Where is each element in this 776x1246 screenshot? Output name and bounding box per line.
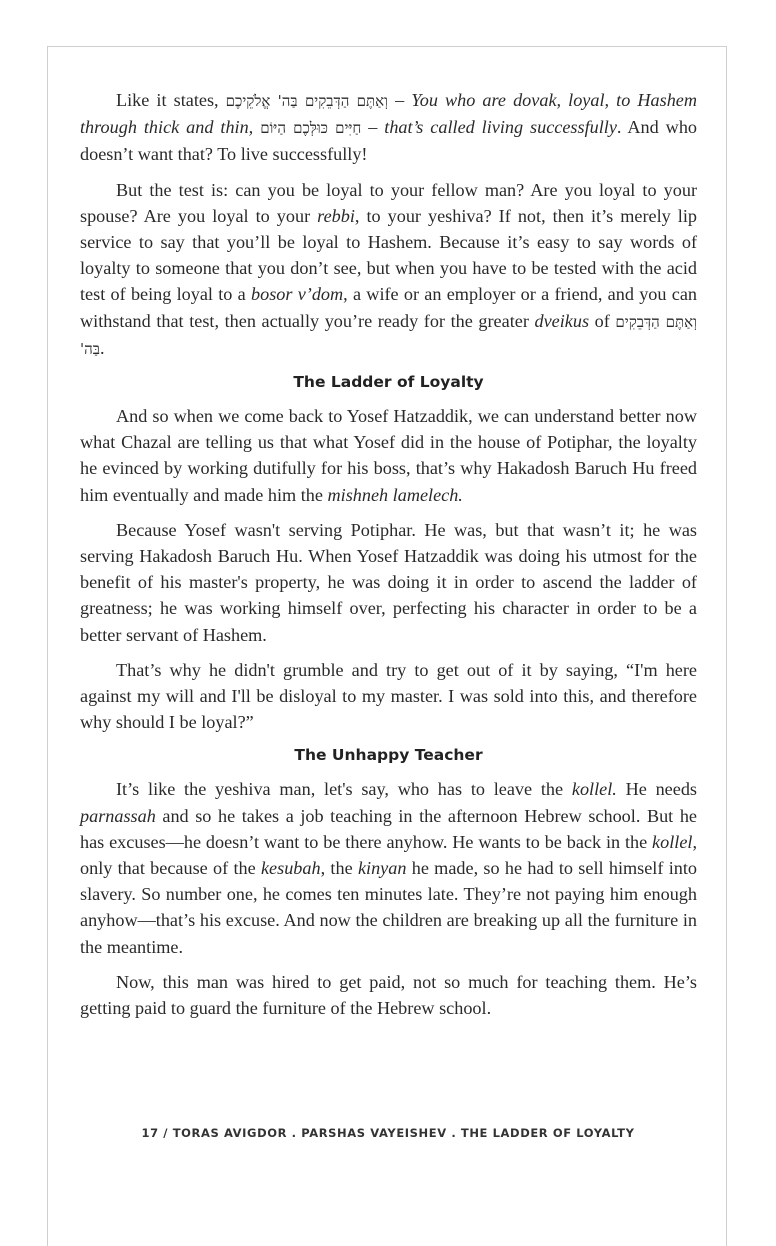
paragraph xyxy=(80,517,697,648)
paragraph xyxy=(80,87,697,168)
text-run: . xyxy=(99,337,105,358)
body-text xyxy=(80,87,697,1030)
text-run: and so he takes a job teaching in the afternoon Hebrew school. But he has excuses—he doesn’t want to be there anyhow. He wants to be back in the xyxy=(80,805,697,852)
hebrew-quote: וְאַתֶּם הַדְּבֵקִים בַּה' xyxy=(80,312,697,358)
paragraph xyxy=(80,776,697,959)
italic-term: mishneh lamelech. xyxy=(327,484,463,505)
text-run: Because Yosef wasn't serving Potiphar. He was, but that wasn’t it; he was serving Hakadosh Baruch Hu. When Yosef Hatzaddik was doing his utmost for the benefit of his master's property, he was doing it in order to ascend the ladder of greatness; he was working himself over, perfecting his character in order to be a better servant of Hashem. xyxy=(80,519,697,645)
text-run: That’s why he didn't grumble and try to get out of it by saying, “I'm here against my will and I'll be disloyal to my master. I was sold into this, and therefore why should I be loyal?” xyxy=(80,659,697,733)
text-run: , the xyxy=(320,858,358,879)
paragraph xyxy=(80,177,697,362)
italic-term: parnassah xyxy=(80,805,156,826)
text-run: , a wife or an employer or a friend, and you can withstand that test, then actually you’re ready for the greater xyxy=(80,284,697,331)
text-run: – xyxy=(361,117,385,138)
text-run: Now, this man was hired to get paid, not so much for teaching them. He’s getting paid to guard the furniture of the Hebrew school. xyxy=(80,971,697,1019)
text-run: . And who doesn’t want that? To live successfully! xyxy=(80,117,698,165)
text-run: Like it states, xyxy=(116,90,226,110)
paragraph xyxy=(80,657,697,736)
text-run: he made, so he had to sell himself into slavery. So number one, he comes ten minutes late. They’re not paying him enough anyhow—that’s his excuse. And now the children are breaking up all the furniture in the meantime. xyxy=(80,858,697,957)
italic-term: kollel. xyxy=(571,779,617,800)
italic-term: bosor v’dom xyxy=(251,284,344,305)
text-run: of xyxy=(589,310,616,331)
running-footer: 17 / TORAS AVIGDOR . PARSHAS VAYEISHEV . THE LADDER OF LOYALTY xyxy=(141,1126,635,1140)
text-run: He needs xyxy=(616,779,697,800)
section-heading: The Ladder of Loyalty xyxy=(293,373,484,392)
italic-term: kesubah xyxy=(260,858,321,879)
italic-term: dveikus xyxy=(534,310,590,331)
hebrew-quote: חַיִּים כּוּלְּכֶם הַיּוֹם xyxy=(260,119,362,138)
italic-term: kinyan xyxy=(357,858,407,879)
section-heading: The Unhappy Teacher xyxy=(294,746,483,765)
italic-term: You who are dovak, loyal, to Hashem through thick and thin, xyxy=(80,90,698,138)
text-run: It’s like the yeshiva man, let's say, who has to leave the xyxy=(116,779,572,800)
hebrew-quote: וְאַתֶּם הַדְּבֵקִים בַּה' אֱלֹקֵיכֶם xyxy=(225,92,389,110)
text-run: , only that because of the xyxy=(80,831,697,879)
text-run: But the test is: can you be loyal to your fellow man? Are you loyal to your spouse? Are you loyal to your xyxy=(80,179,697,226)
text-run: And so when we come back to Yosef Hatzaddik, we can understand better now what Chazal are telling us that what Yosef did in the house of Potiphar, the loyalty he evinced by working dutifully for his boss, that’s why Hakadosh Baruch Hu freed him eventually and made him the xyxy=(80,406,697,505)
text-run: , to your yeshiva? If not, then it’s merely lip service to say that you’ll be loyal to Hashem. Because it’s easy to say words of loyalty to someone that you don’t see, but when you have to be tested with the acid test of being loyal to a xyxy=(80,205,697,305)
italic-term: rebbi xyxy=(317,205,355,226)
italic-term: kollel xyxy=(652,831,693,852)
paragraph xyxy=(80,403,697,508)
paragraph xyxy=(80,969,697,1021)
text-run: – xyxy=(388,90,412,110)
italic-term: that’s called living successfully xyxy=(384,117,617,138)
